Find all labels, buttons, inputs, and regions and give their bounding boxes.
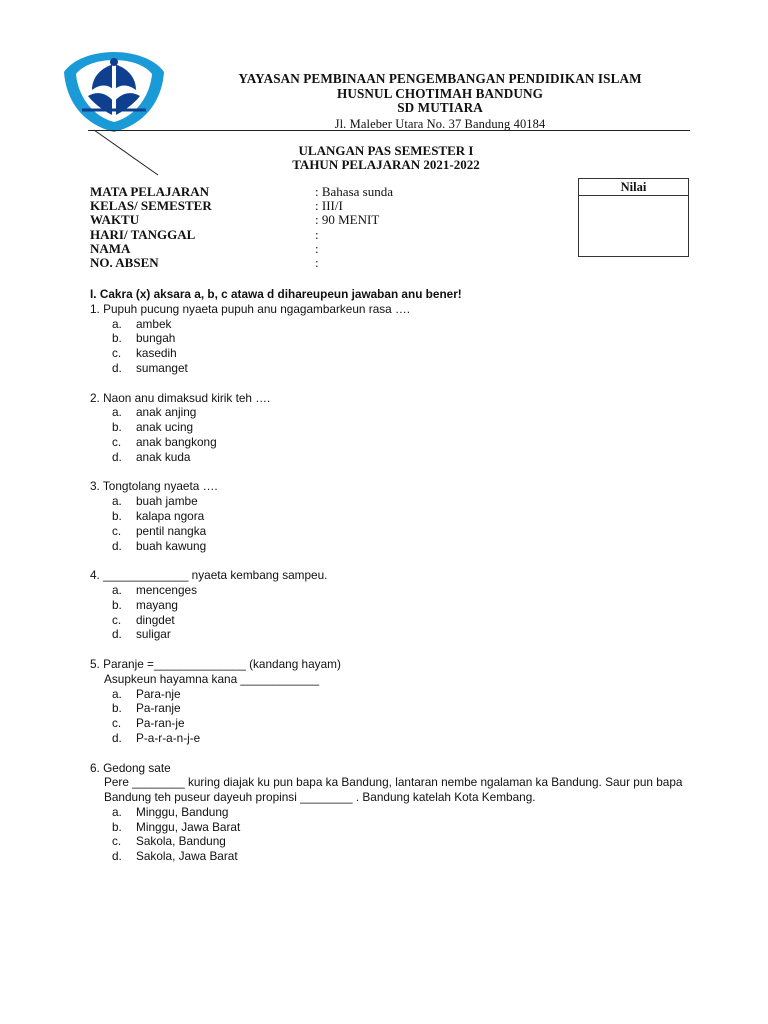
info-value: : xyxy=(315,240,319,256)
option-text: anak anjing xyxy=(136,405,197,420)
option-letter: a. xyxy=(112,804,122,819)
option-letter: c. xyxy=(112,612,122,627)
info-row-absen xyxy=(90,256,515,270)
option-text: buah kawung xyxy=(136,538,207,553)
option-text: Para-nje xyxy=(136,686,181,701)
option-letter: a. xyxy=(112,316,122,331)
option-letter: b. xyxy=(112,597,122,612)
option-text: ambek xyxy=(136,316,172,331)
score-box xyxy=(578,178,689,257)
answer-option xyxy=(90,627,690,642)
question-text: 4. _____________ nyaeta kembang sampeu. xyxy=(90,568,328,583)
question-list xyxy=(90,287,690,879)
answer-option xyxy=(90,494,690,509)
student-info xyxy=(90,185,515,270)
option-letter: b. xyxy=(112,331,122,346)
info-value: : Bahasa sunda xyxy=(315,184,393,199)
option-letter: c. xyxy=(112,834,122,849)
option-text: Pa-ran-je xyxy=(136,716,185,731)
info-label: NAMA xyxy=(90,240,131,256)
option-text: sumanget xyxy=(136,360,188,375)
answer-option xyxy=(90,450,690,465)
exam-title xyxy=(200,144,572,172)
option-text: Minggu, Bandung xyxy=(136,804,229,819)
info-label: KELAS/ SEMESTER xyxy=(90,198,212,214)
option-letter: a. xyxy=(112,405,122,420)
option-text: suligar xyxy=(136,627,171,642)
answer-option xyxy=(90,687,690,702)
answer-option xyxy=(90,598,690,613)
question-3 xyxy=(90,479,690,553)
answer-option xyxy=(90,361,690,376)
option-text: buah jambe xyxy=(136,494,198,509)
option-text: anak bangkong xyxy=(136,434,217,449)
info-value: : xyxy=(315,226,319,242)
answer-option xyxy=(90,405,690,420)
info-value: : III/I xyxy=(315,198,343,214)
option-letter: d. xyxy=(112,730,122,745)
answer-option xyxy=(90,805,690,820)
option-letter: d. xyxy=(112,449,122,464)
info-label: HARI/ TANGGAL xyxy=(90,226,196,242)
answer-option xyxy=(90,539,690,554)
option-letter: b. xyxy=(112,420,122,435)
info-row-subject xyxy=(90,185,515,199)
answer-option xyxy=(90,701,690,716)
answer-option xyxy=(90,524,690,539)
question-passage: Pere ________ kuring diajak ku pun bapa ka Bandung, lantaran nembe ngalaman ka Bandung. Saur pun bapa Bandung teh puseur dayeuh propinsi ________ . Bandung katelah Kota Kembang. xyxy=(104,775,683,805)
option-text: Sakola, Jawa Barat xyxy=(136,849,238,864)
score-box-label: Nilai xyxy=(579,179,688,196)
option-text: pentil nangka xyxy=(136,523,207,538)
info-row-class xyxy=(90,199,515,213)
info-row-time xyxy=(90,213,515,227)
option-letter: c. xyxy=(112,434,122,449)
header-divider xyxy=(88,130,690,131)
option-letter: c. xyxy=(112,716,122,731)
option-letter: a. xyxy=(112,494,122,509)
option-text: kasedih xyxy=(136,346,177,361)
option-letter: c. xyxy=(112,346,122,361)
answer-option xyxy=(90,716,690,731)
answer-option xyxy=(90,849,690,864)
school-name: SD MUTIARA xyxy=(397,100,483,115)
answer-option xyxy=(90,613,690,628)
answer-option xyxy=(90,583,690,598)
option-text: P-a-r-a-n-j-e xyxy=(136,730,201,745)
option-letter: d. xyxy=(112,538,122,553)
school-group-name: HUSNUL CHOTIMAH BANDUNG xyxy=(337,85,543,101)
info-value: : 90 MENIT xyxy=(315,212,380,228)
option-letter: c. xyxy=(112,523,122,538)
answer-option xyxy=(90,317,690,332)
option-text: bungah xyxy=(136,331,176,346)
question-5 xyxy=(90,657,690,746)
answer-option xyxy=(90,346,690,361)
question-text: 2. Naon anu dimaksud kirik teh …. xyxy=(90,390,271,405)
answer-option xyxy=(90,420,690,435)
school-header xyxy=(190,72,690,131)
option-text: Pa-ranje xyxy=(136,701,181,716)
option-letter: b. xyxy=(112,701,122,716)
foundation-name: YAYASAN PEMBINAAN PENGEMBANGAN PENDIDIKAN ISLAM xyxy=(238,71,642,86)
section-title: I. Cakra (x) aksara a, b, c atawa d dihareupeun jawaban anu bener! xyxy=(90,287,462,301)
option-text: Sakola, Bandung xyxy=(136,834,226,849)
answer-option xyxy=(90,331,690,346)
answer-option xyxy=(90,435,690,450)
option-text: mayang xyxy=(136,597,178,612)
option-text: Minggu, Jawa Barat xyxy=(136,819,241,834)
option-letter: a. xyxy=(112,582,122,597)
exam-title-line1: ULANGAN PAS SEMESTER I xyxy=(298,143,474,158)
question-instruction: Asupkeun hayamna kana ____________ xyxy=(104,671,320,686)
option-letter: b. xyxy=(112,819,122,834)
exam-title-line2: TAHUN PELAJARAN 2021-2022 xyxy=(292,157,480,172)
question-text: 1. Pupuh pucung nyaeta pupuh anu ngagambarkeun rasa …. xyxy=(90,301,411,316)
option-letter: d. xyxy=(112,627,122,642)
info-label: NO. ABSEN xyxy=(90,254,159,270)
option-text: kalapa ngora xyxy=(136,508,205,523)
info-row-name xyxy=(90,242,515,256)
option-letter: a. xyxy=(112,686,122,701)
question-text: 6. Gedong sate xyxy=(90,760,171,775)
info-row-date xyxy=(90,228,515,242)
option-text: anak ucing xyxy=(136,420,194,435)
question-4 xyxy=(90,568,690,642)
option-letter: b. xyxy=(112,508,122,523)
info-label: MATA PELAJARAN xyxy=(90,184,210,199)
option-letter: d. xyxy=(112,849,122,864)
answer-option xyxy=(90,731,690,746)
question-text: 5. Paranje =______________ (kandang hayam) xyxy=(90,656,341,671)
option-text: mencenges xyxy=(136,582,197,597)
school-logo xyxy=(62,50,166,134)
info-label: WAKTU xyxy=(90,212,140,228)
option-text: anak kuda xyxy=(136,449,191,464)
option-letter: d. xyxy=(112,360,122,375)
info-value: : xyxy=(315,254,319,270)
answer-option xyxy=(90,834,690,849)
question-6 xyxy=(90,761,690,865)
question-1 xyxy=(90,302,690,376)
school-address: Jl. Maleber Utara No. 37 Bandung 40184 xyxy=(334,116,546,131)
option-text: dingdet xyxy=(136,612,175,627)
answer-option xyxy=(90,509,690,524)
question-2 xyxy=(90,391,690,465)
question-text: 3. Tongtolang nyaeta …. xyxy=(90,479,218,494)
answer-option xyxy=(90,820,690,835)
